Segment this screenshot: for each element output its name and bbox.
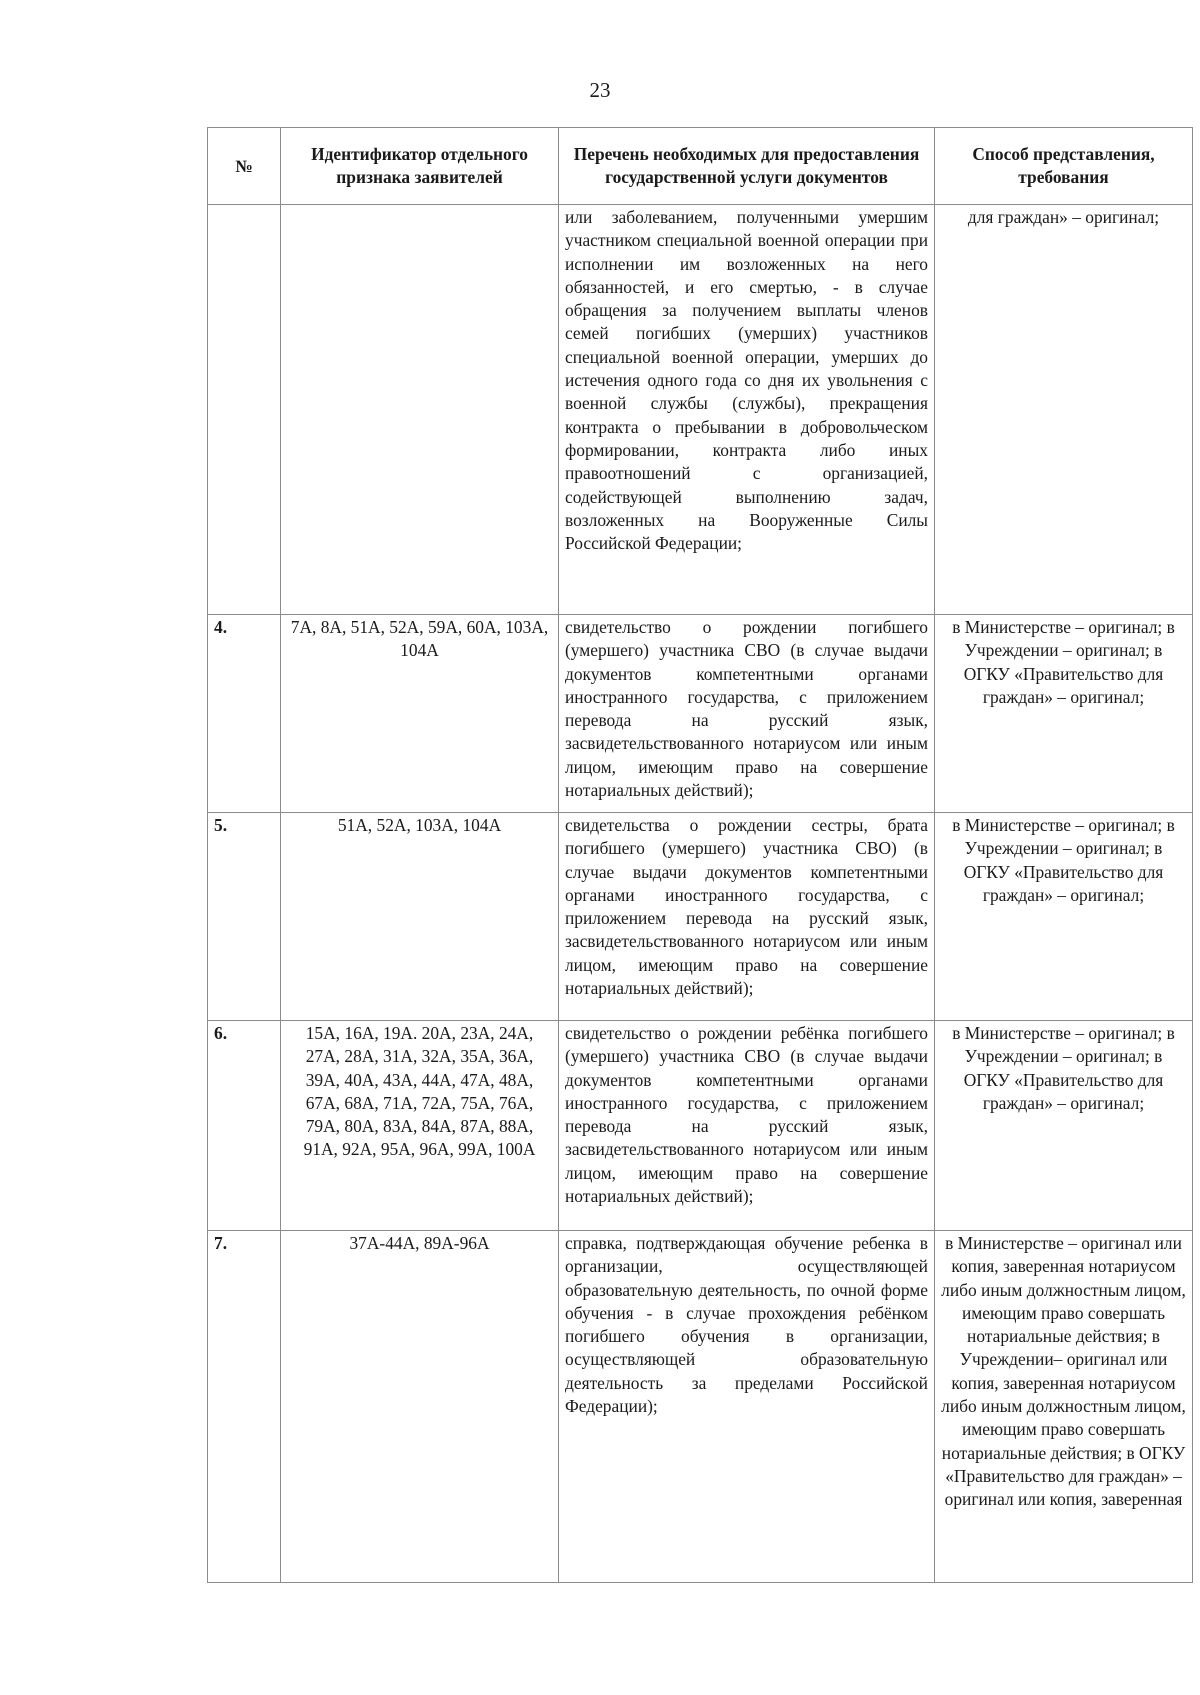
row-method: для граждан» – оригинал; <box>935 205 1193 615</box>
row-documents: или заболеванием, полученными умершим участником специальной военной операции при исполнении им возложенных на него обязанностей, и его смертью, - в случае обращения за получением выплаты членов семей погибших (умерших) участников специальной военной операции, умерших до истечения одного года со дня их увольнения с военной службы (службы), прекращения контракта о пребывании в добровольческом формировании, контракта либо иных правоотношений с организацией, содействующей выполнению задач, возложенных на Вооруженные Силы Российской Федерации; <box>559 205 935 615</box>
row-documents: свидетельство о рождении ребёнка погибшего (умершего) участника СВО (в случае выдачи документов компетентными органами иностранного государства, с приложением перевода на русский язык, засвидетельствованного нотариусом или иным лицом, имеющим право на совершение нотариальных действий); <box>559 1021 935 1231</box>
row-method: в Министерстве – оригинал или копия, заверенная нотариусом либо иным должностным лицом, имеющим право совершать нотариальные действия; в Учреждении– оригинал или копия, заверенная нотариусом либо иным должностным лицом, имеющим право совершать нотариальные действия; в ОГКУ «Правительство для граждан» – оригинал или копия, заверенная <box>935 1231 1193 1583</box>
row-documents: справка, подтверждающая обучение ребенка в организации, осуществляющей образовательную деятельность, по очной форме обучения - в случае прохождения ребёнком погибшего обучения в организации, осуществляющей образовательную деятельность за пределами Российской Федерации); <box>559 1231 935 1583</box>
row-method: в Министерстве – оригинал; в Учреждении – оригинал; в ОГКУ «Правительство для граждан» – оригинал; <box>935 1021 1193 1231</box>
table-row <box>208 1231 1193 1583</box>
row-identifiers: 7А, 8А, 51А, 52А, 59А, 60А, 103А, 104А <box>281 615 559 813</box>
row-number: 6. <box>208 1021 281 1231</box>
header-method: Способ представления, требования <box>935 128 1193 205</box>
row-identifiers: 51А, 52А, 103А, 104А <box>281 813 559 1021</box>
documents-table <box>207 127 1193 1583</box>
table-row <box>208 205 1193 615</box>
row-identifiers <box>281 205 559 615</box>
row-documents: свидетельства о рождении сестры, брата погибшего (умершего) участника СВО) (в случае выдачи документов компетентными органами иностранного государства, с приложением перевода на русский язык, засвидетельствованного нотариусом или иным лицом, имеющим право на совершение нотариальных действий); <box>559 813 935 1021</box>
row-method: в Министерстве – оригинал; в Учреждении – оригинал; в ОГКУ «Правительство для граждан» – оригинал; <box>935 813 1193 1021</box>
row-documents: свидетельство о рождении погибшего (умершего) участника СВО (в случае выдачи документов компетентными органами иностранного государства, с приложением перевода на русский язык, засвидетельствованного нотариусом или иным лицом, имеющим право на совершение нотариальных действий); <box>559 615 935 813</box>
header-documents: Перечень необходимых для предоставления государственной услуги документов <box>559 128 935 205</box>
row-identifiers: 15А, 16А, 19А. 20А, 23А, 24А, 27А, 28А, 31А, 32А, 35А, 36А, 39А, 40А, 43А, 44А, 47А, 48А, 67А, 68А, 71А, 72А, 75А, 76А, 79А, 80А, 83А, 84А, 87А, 88А, 91А, 92А, 95А, 96А, 99А, 100А <box>281 1021 559 1231</box>
table-row <box>208 615 1193 813</box>
header-identifier: Идентификатор отдельного признака заявителей <box>281 128 559 205</box>
table-row <box>208 1021 1193 1231</box>
row-number: 4. <box>208 615 281 813</box>
row-number: 7. <box>208 1231 281 1583</box>
table-row <box>208 813 1193 1021</box>
table-header-row <box>208 128 1193 205</box>
page-number: 23 <box>589 78 611 102</box>
row-identifiers: 37А-44А, 89А-96А <box>281 1231 559 1583</box>
row-number <box>208 205 281 615</box>
row-method: в Министерстве – оригинал; в Учреждении – оригинал; в ОГКУ «Правительство для граждан» – оригинал; <box>935 615 1193 813</box>
header-number: № <box>208 128 281 205</box>
row-number: 5. <box>208 813 281 1021</box>
